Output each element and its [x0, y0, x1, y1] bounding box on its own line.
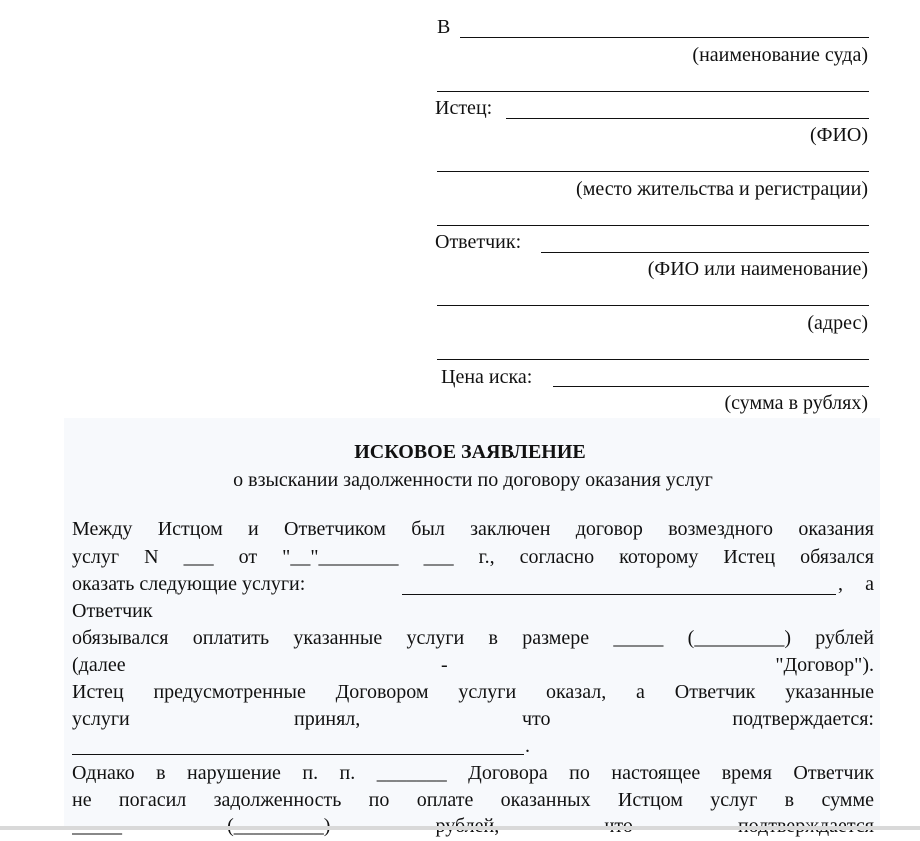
- residence-caption: (место жительства и регистрации): [576, 178, 868, 200]
- court-address-line: [437, 91, 869, 92]
- document-subtitle: о взыскании задолженности по договору оказания услуг: [233, 469, 713, 491]
- body-line-6-dash: -: [441, 654, 448, 676]
- defendant-address-line: [437, 305, 869, 306]
- body-line-9-end: .: [525, 735, 530, 757]
- claim-price-caption: (сумма в рублях): [724, 392, 868, 414]
- services-line: [402, 594, 836, 595]
- court-caption: (наименование суда): [692, 44, 868, 66]
- evidence-line: [72, 754, 524, 755]
- body-line-11: не погасил задолженность по оплате оказанных Истцом услуг в сумме: [72, 789, 874, 811]
- defendant-label: Ответчик:: [435, 231, 522, 253]
- body-line-4: Ответчик: [72, 600, 153, 622]
- court-name-line: [460, 37, 869, 38]
- body-line-3-end: , а: [838, 573, 874, 595]
- body-line-2: услуг N ___ от "__"________ ___ г., согласно которому Истец обязался: [72, 546, 874, 568]
- court-prefix: В: [437, 16, 451, 38]
- body-line-8-b: принял,: [294, 708, 361, 730]
- document-title: ИСКОВОЕ ЗАЯВЛЕНИЕ: [354, 441, 586, 463]
- defendant-extra-line: [437, 359, 869, 360]
- plaintiff-caption: (ФИО): [809, 124, 868, 146]
- page-bottom-edge: [0, 826, 920, 830]
- body-line-3-start: оказать следующие услуги:: [72, 573, 306, 595]
- body-line-5: обязывался оплатить указанные услуги в размере _____ (_________) рублей: [72, 627, 874, 649]
- plaintiff-extra-line: [437, 225, 869, 226]
- body-line-6-end: "Договор").: [775, 654, 874, 676]
- defendant-name-line: [541, 252, 869, 253]
- body-line-8-a: услуги: [72, 708, 130, 730]
- body-line-6-start: (далее: [72, 654, 126, 676]
- body-line-10: Однако в нарушение п. п. _______ Договора по настоящее время Ответчик: [72, 762, 874, 784]
- claim-price-line: [553, 386, 869, 387]
- body-line-8-d: подтверждается:: [732, 708, 874, 730]
- plaintiff-name-line: [506, 118, 869, 119]
- plaintiff-label: Истец:: [435, 97, 493, 119]
- defendant-caption: (ФИО или наименование): [647, 258, 868, 280]
- plaintiff-residence-line: [437, 171, 869, 172]
- address-caption: (адрес): [807, 312, 868, 334]
- claim-price-label: Цена иска:: [441, 366, 533, 388]
- body-line-7: Истец предусмотренные Договором услуги оказал, а Ответчик указанные: [72, 681, 874, 703]
- body-line-1: Между Истцом и Ответчиком был заключен договор возмездного оказания: [72, 518, 874, 540]
- body-line-8-c: что: [522, 708, 551, 730]
